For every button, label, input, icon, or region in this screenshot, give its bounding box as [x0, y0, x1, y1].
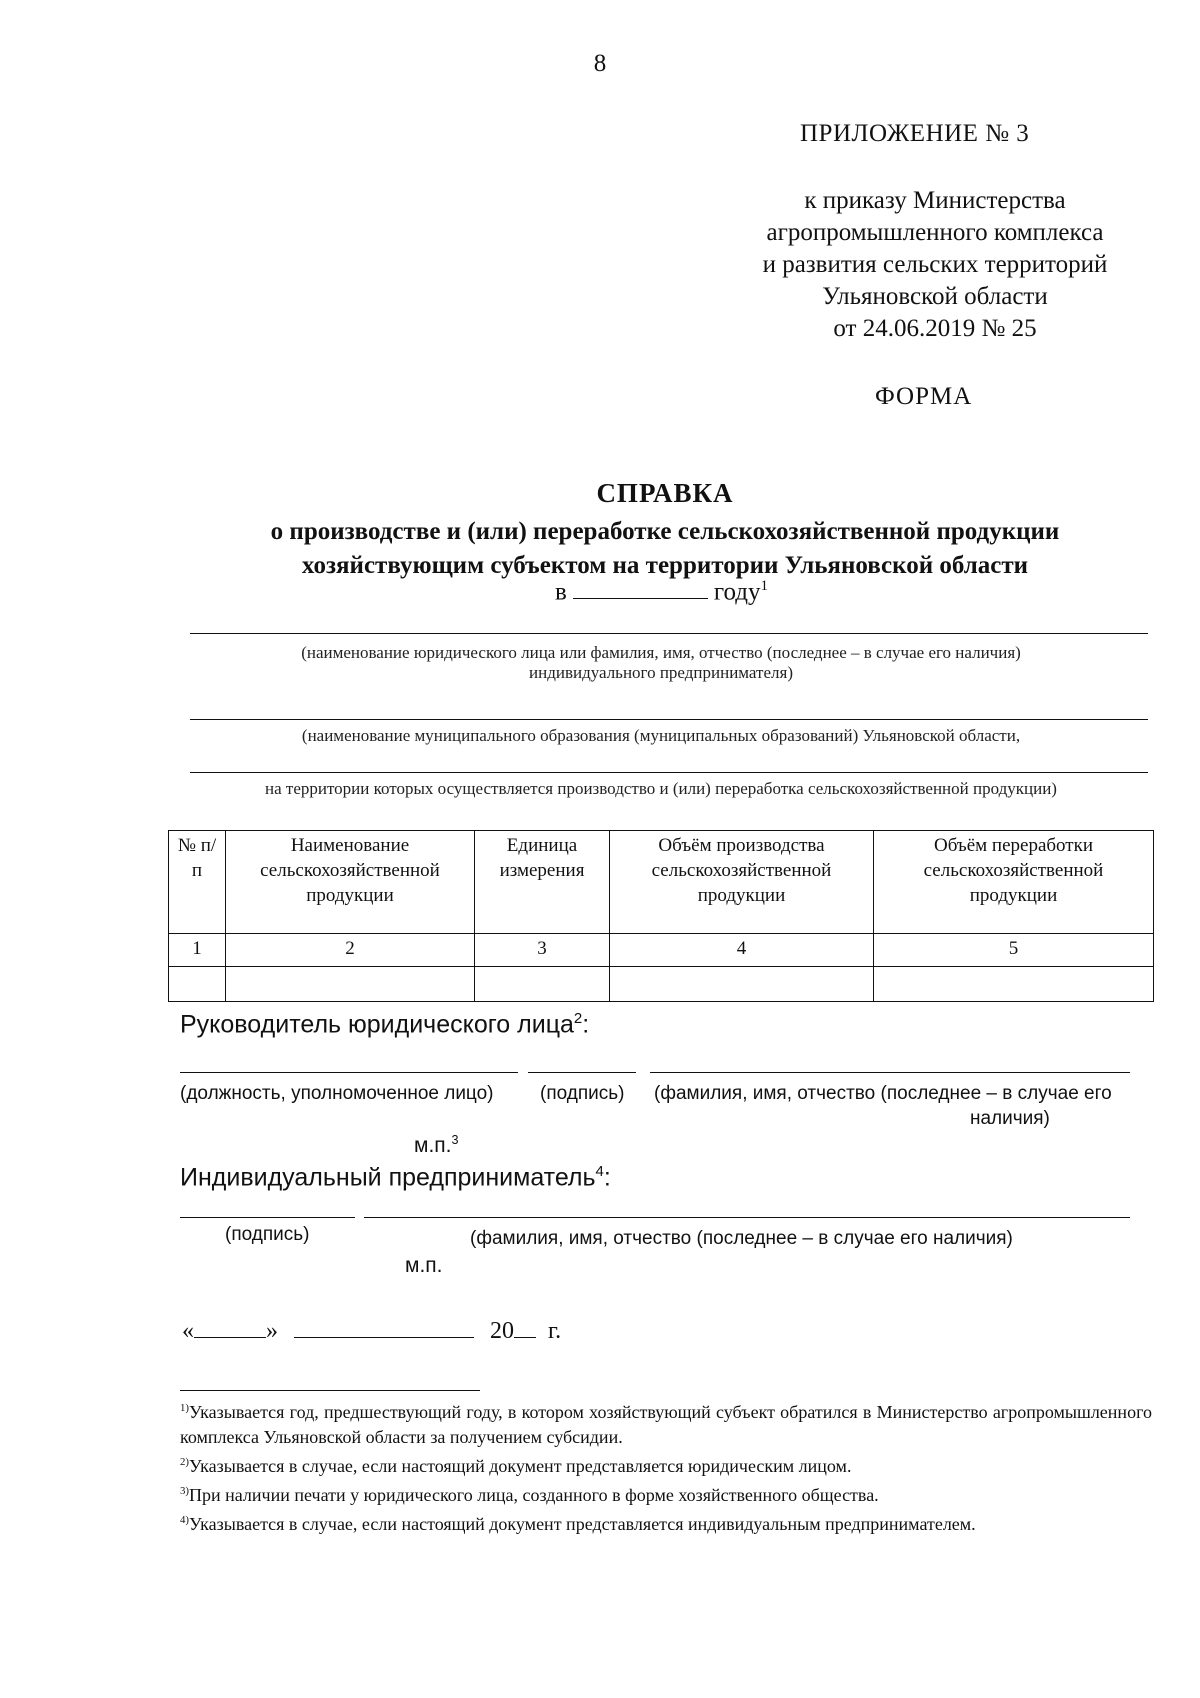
footnote-item [180, 1450, 1152, 1479]
municipality-caption: (наименование муниципального образования (муниципальных образований) Ульяновской области, [301, 726, 1021, 745]
heading-text: Индивидуальный предприниматель [180, 1163, 596, 1192]
page-number: 8 [593, 50, 607, 77]
footnote-item [180, 1479, 1152, 1508]
number-cell: 3 [475, 934, 610, 967]
table-cell[interactable] [475, 967, 610, 1002]
year-suffix: году [713, 578, 761, 606]
footnotes [180, 1396, 1152, 1537]
caption-line: индивидуального предпринимателя) [529, 663, 793, 682]
footnote-text: При наличии печати у юридического лица, созданного в форме хозяйственного общества. [189, 1485, 879, 1505]
table-cell[interactable] [226, 967, 475, 1002]
footnote-text: Указывается год, предшествующий году, в котором хозяйствующий субъект обратился в Министерство агропромышленного комплекса Ульяновской области за получением субсидии. [180, 1402, 1152, 1447]
table-row [169, 967, 1154, 1002]
footnote-mark: 1) [180, 1402, 189, 1414]
appendix-line: Ульяновской области [822, 283, 1048, 310]
table-header-row [169, 831, 1154, 934]
header-cell: № п/п [169, 831, 226, 934]
subtitle-line: о производстве и (или) переработке сельскохозяйственной продукции [270, 518, 1060, 545]
heading-text: Руководитель юридического лица [180, 1010, 574, 1039]
footnote-mark: 2) [180, 1456, 189, 1468]
year-blank-field[interactable] [514, 1319, 536, 1338]
ip-signature-caption: (подпись) [225, 1224, 310, 1245]
footnote-mark: 3 [451, 1133, 459, 1147]
ip-stamp-place: м.п. [405, 1254, 443, 1277]
appendix-title: ПРИЛОЖЕНИЕ № 3 [800, 120, 1030, 147]
caption-line: (наименование юридического лица или фамилия, имя, отчество (последнее – в случае его наличия) [301, 643, 1021, 662]
footnote-mark: 4) [180, 1514, 189, 1526]
table-cell[interactable] [610, 967, 874, 1002]
footnote-item [180, 1508, 1152, 1537]
year-blank-field[interactable] [573, 580, 708, 599]
year-prefix: в [555, 578, 567, 606]
full-name-caption: (фамилия, имя, отчество (последнее – в случае его [654, 1083, 1112, 1104]
ip-signature-line[interactable] [180, 1217, 355, 1218]
form-label: ФОРМА [875, 383, 973, 410]
header-cell: Объём производства сельскохозяйственной продукции [610, 831, 874, 934]
footnote-mark: 3) [180, 1485, 189, 1497]
signature-line[interactable] [528, 1072, 636, 1073]
table-cell[interactable] [169, 967, 226, 1002]
year-suffix-text: г. [548, 1318, 562, 1344]
month-blank-field[interactable] [294, 1319, 474, 1338]
appendix-reference [760, 185, 1110, 345]
territory-line[interactable] [190, 772, 1148, 773]
header-cell: Наименование сельскохозяйственной продукции [226, 831, 475, 934]
legal-entity-heading: Руководитель юридического лица$^2$: [180, 1010, 590, 1039]
stamp-text: м.п. [414, 1134, 452, 1157]
appendix-line: агропромышленного комплекса [766, 219, 1104, 246]
stamp-place [414, 1133, 459, 1158]
signature-caption: (подпись) [540, 1083, 625, 1104]
date-line [182, 1318, 561, 1345]
header-cell: Единица измерения [475, 831, 610, 934]
ip-full-name-caption: (фамилия, имя, отчество (последнее – в случае его наличия) [470, 1228, 1013, 1249]
date-quote: « [182, 1318, 194, 1344]
day-blank-field[interactable] [194, 1319, 266, 1338]
full-name-line[interactable] [650, 1072, 1130, 1073]
year-prefix-text: 20 [490, 1318, 514, 1344]
footnote-text: Указывается в случае, если настоящий документ представляется юридическим лицом. [189, 1456, 852, 1476]
production-table [168, 830, 1154, 1002]
entrepreneur-heading: Индивидуальный предприниматель$^4$: [180, 1163, 611, 1192]
footnote-mark: 4 [595, 1163, 604, 1180]
number-cell: 4 [610, 934, 874, 967]
footnote-item [180, 1396, 1152, 1450]
appendix-line: к приказу Министерства [804, 187, 1066, 214]
entity-name-line[interactable] [190, 633, 1148, 634]
footnote-text: Указывается в случае, если настоящий документ представляется индивидуальным предпринимателем. [189, 1514, 976, 1534]
document-subtitle [0, 515, 1200, 583]
full-name-caption-cont: наличия) [970, 1108, 1050, 1129]
position-caption: (должность, уполномоченное лицо) [180, 1083, 494, 1104]
document-title: СПРАВКА [596, 478, 734, 508]
table-number-row [169, 934, 1154, 967]
ip-full-name-line[interactable] [364, 1217, 1130, 1218]
footnote-separator [180, 1390, 480, 1391]
number-cell: 5 [874, 934, 1154, 967]
header-cell: Объём переработки сельскохозяйственной продукции [874, 831, 1154, 934]
footnote-mark: 2 [573, 1010, 583, 1027]
municipality-line[interactable] [190, 719, 1148, 720]
table-cell[interactable] [874, 967, 1154, 1002]
footnote-mark: 1 [760, 578, 768, 594]
number-cell: 2 [226, 934, 475, 967]
entity-caption [168, 643, 1154, 683]
year-line [555, 578, 768, 606]
appendix-line: от 24.06.2019 № 25 [833, 315, 1037, 342]
appendix-line: и развития сельских территорий [762, 251, 1108, 278]
number-cell: 1 [169, 934, 226, 967]
position-line[interactable] [180, 1072, 518, 1073]
subtitle-line: хозяйствующим субъектом на территории Ульяновской области [301, 552, 1029, 579]
territory-caption: на территории которых осуществляется производство и (или) переработка сельскохозяйственной продукции) [265, 779, 1057, 798]
date-quote: » [266, 1318, 278, 1344]
